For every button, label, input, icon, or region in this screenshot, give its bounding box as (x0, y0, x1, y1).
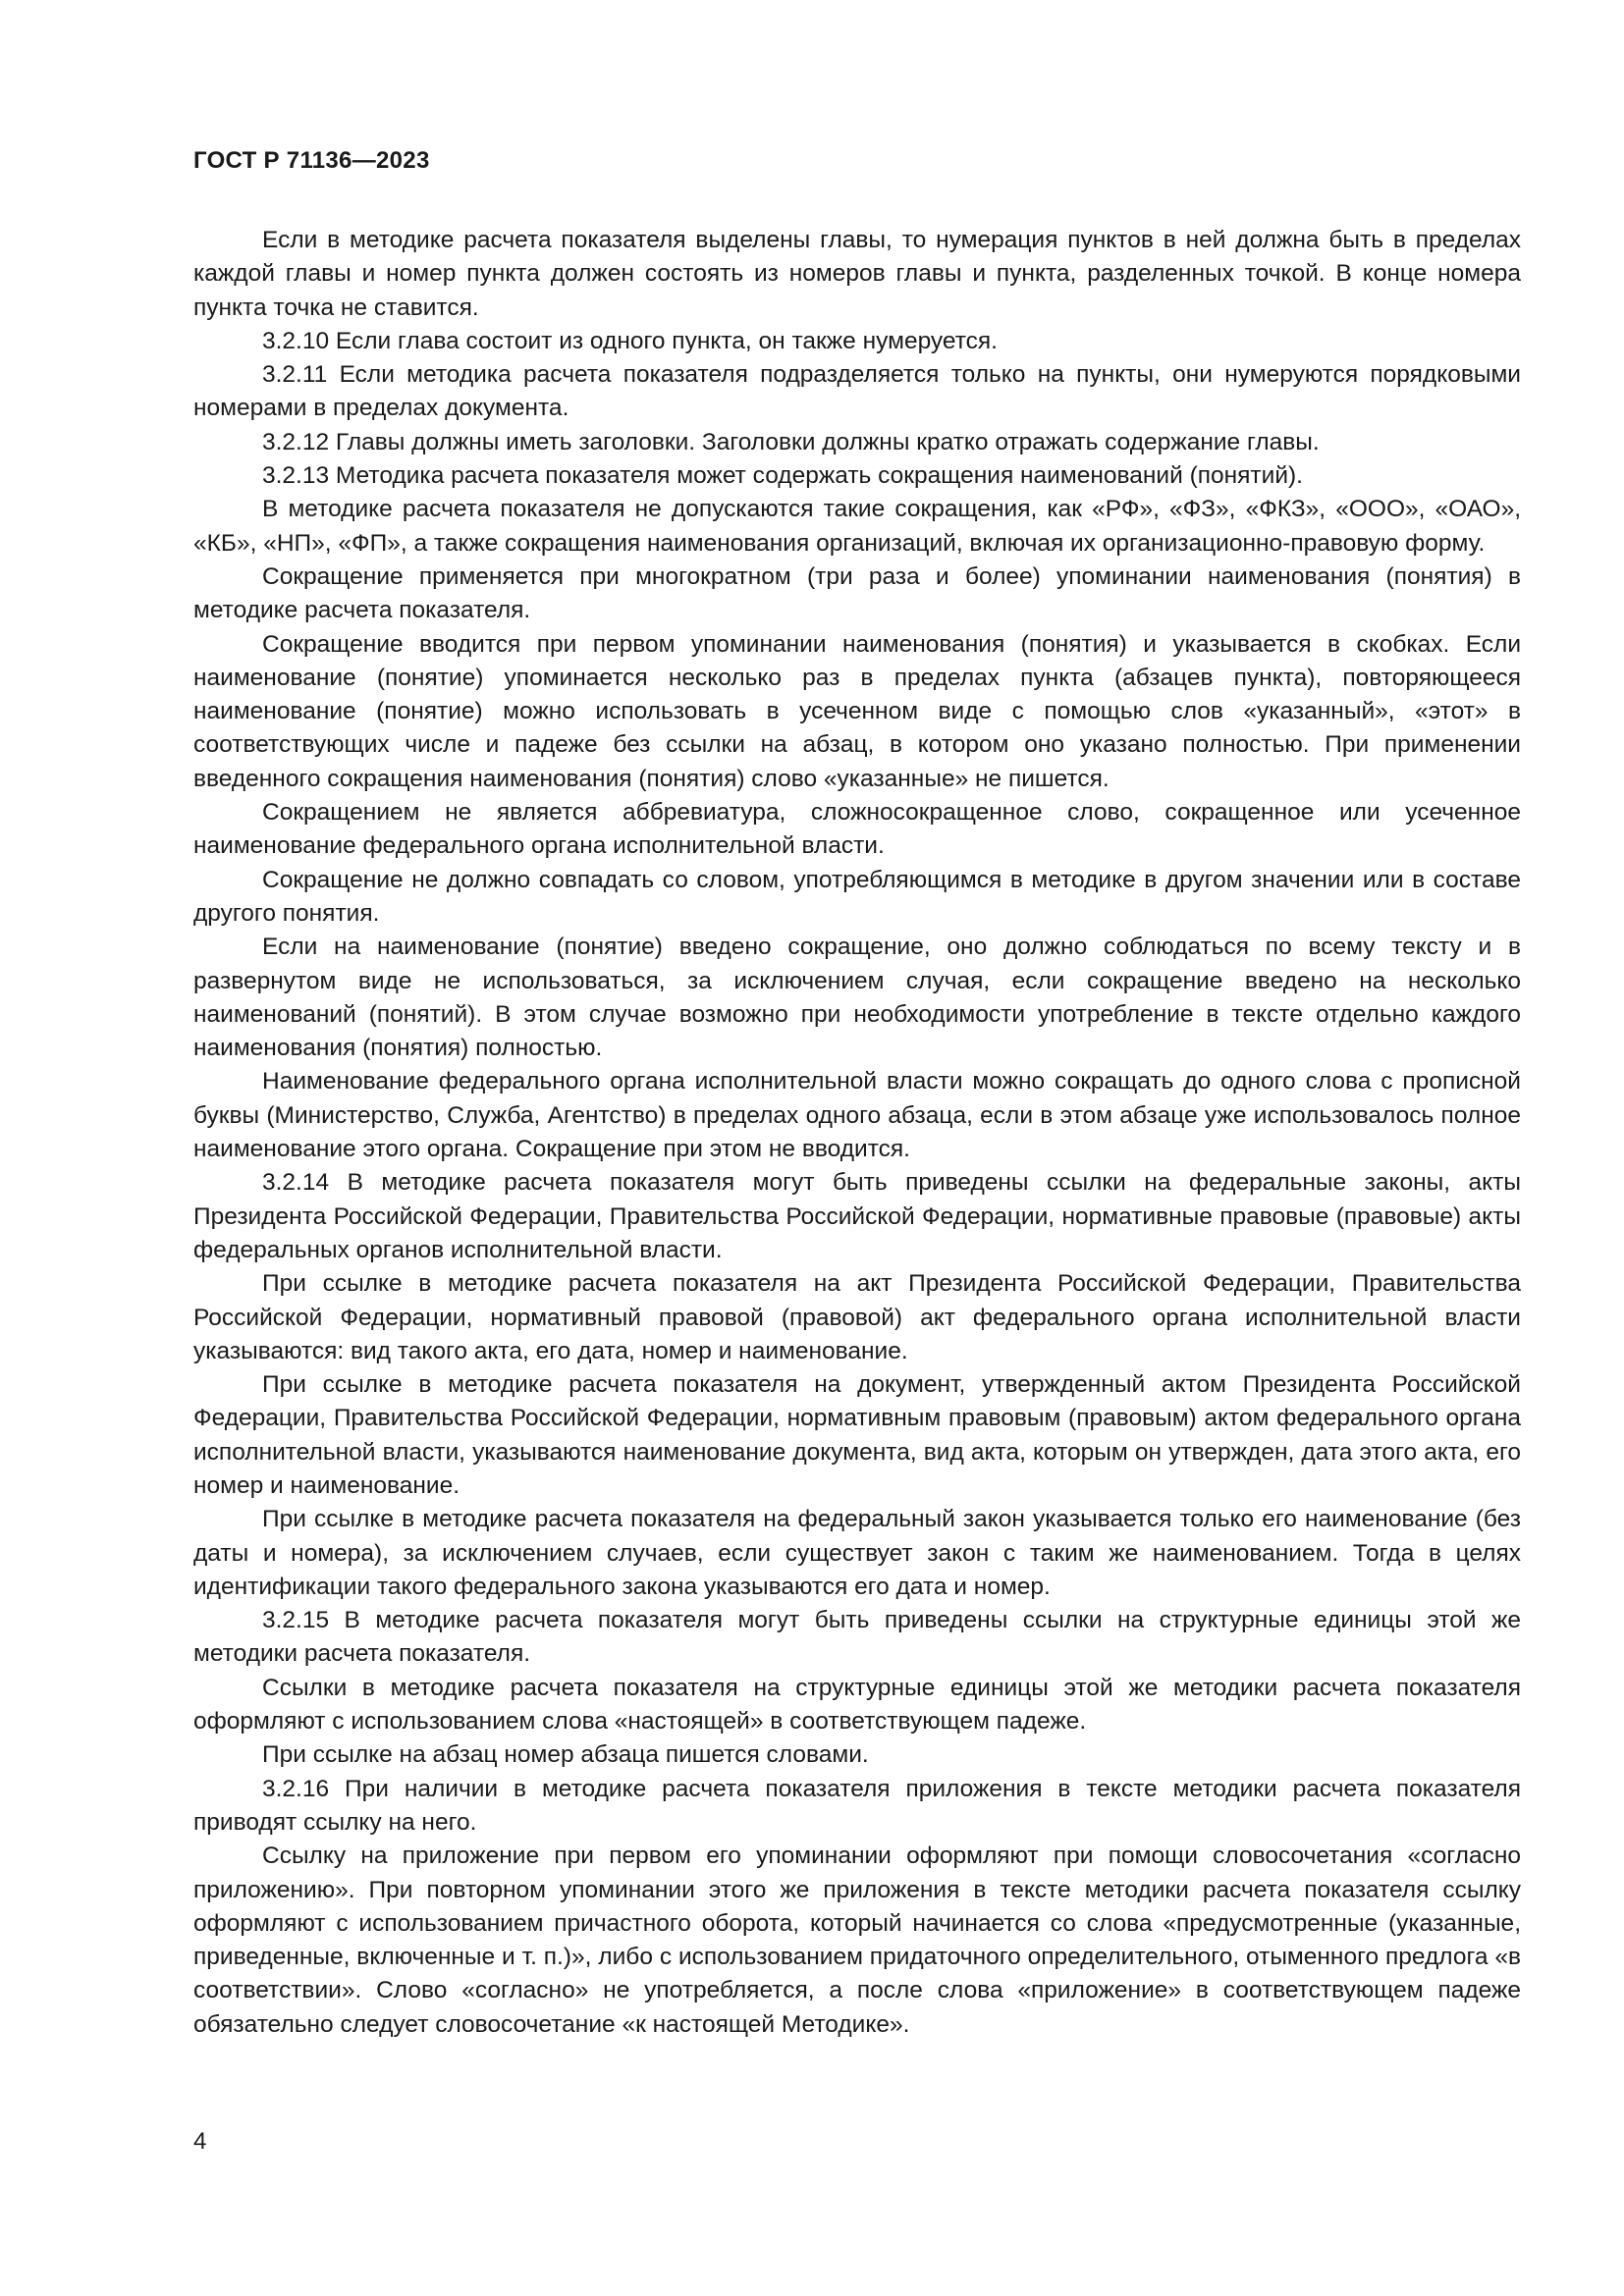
paragraph: При ссылке в методике расчета показателя на документ, утвержденный актом Президента Российской Федерации, Правительства Российской Федерации, нормативным правовым (правовым) актом федерального органа исполнительной власти, указываются наименование документа, вид акта, которым он утвержден, дата этого акта, его номер и наименование. (193, 1371, 1521, 1499)
paragraph: Сокращение применяется при многократном (три раза и более) упоминании наименования (понятия) в методике расчета показателя. (193, 562, 1521, 624)
paragraph: Ссылку на приложение при первом его упоминании оформляют при помощи словосочетания «согласно приложению». При повторном упоминании этого же приложения в тексте методики расчета показателя ссылку оформляют с использованием причастного оборота, который начинается со слова «предусмотренные (указанные, приведенные, включенные и т. п.)», либо с использованием придаточного определительного, отыменного предлога «в соответствии». Слово «согласно» не употребляется, а после слова «приложение» в соответствующем падеже обязательно следует словосочетание «к настоящей Методике». (193, 1842, 1521, 2038)
paragraph: Ссылки в методике расчета показателя на структурные единицы этой же методики расчета показателя оформляют с использованием слова «настоящей» в соответствующем падеже. (193, 1674, 1521, 1735)
paragraph: 3.2.15 В методике расчета показателя могут быть приведены ссылки на структурные единицы этой же методики расчета показателя. (193, 1607, 1521, 1668)
paragraph: При ссылке на абзац номер абзаца пишется словами. (262, 1741, 869, 1769)
paragraph: Наименование федерального органа исполнительной власти можно сокращать до одного слова с прописной буквы (Министерство, Служба, Агентство) в пределах одного абзаца, если в этом абзаце уже использовалось полное наименование этого органа. Сокращение при этом не вводится. (193, 1068, 1521, 1163)
paragraph: 3.2.11 Если методика расчета показателя подразделяется только на пункты, они нумеруются порядковыми номерами в пределах документа. (193, 361, 1521, 422)
paragraph: 3.2.12 Главы должны иметь заголовки. Заголовки должны кратко отражать содержание главы. (262, 428, 1320, 455)
paragraph: 3.2.13 Методика расчета показателя может содержать сокращения наименований (понятий). (262, 462, 1303, 490)
paragraph: В методике расчета показателя не допускаются такие сокращения, как «РФ», «ФЗ», «ФКЗ», «ООО», «ОАО», «КБ», «НП», «ФП», а также сокращения наименования организаций, включая их организационно-правовую форму. (193, 496, 1521, 557)
page-number: 4 (193, 2128, 207, 2155)
paragraph: Если в методике расчета показателя выделены главы, то нумерация пунктов в ней должна быть в пределах каждой главы и номер пункта должен состоять из номеров главы и пункта, разделенных точкой. В конце номера пункта точка не ставится. (193, 227, 1521, 321)
paragraph: Сокращением не является аббревиатура, сложносокращенное слово, сокращенное или усеченное наименование федерального органа исполнительной власти. (193, 799, 1521, 860)
paragraph: 3.2.14 В методике расчета показателя могут быть приведены ссылки на федеральные законы, акты Президента Российской Федерации, Правительства Российской Федерации, нормативные правовые (правовые) акты федеральных органов исполнительной власти. (193, 1169, 1521, 1263)
paragraph: 3.2.10 Если глава состоит из одного пункта, он также нумеруется. (262, 327, 998, 354)
paragraph: Если на наименование (понятие) введено сокращение, оно должно соблюдаться по всему тексту и в развернутом виде не использоваться, за исключением случая, если сокращение введено на несколько наименований (понятий). В этом случае возможно при необходимости употребление в тексте отдельно каждого наименования (понятия) полностью. (193, 934, 1521, 1062)
paragraph: Сокращение вводится при первом упоминании наименования (понятия) и указывается в скобках. Если наименование (понятие) упоминается несколько раз в пределах пункта (абзацев пункта), повторяющееся наименование (понятие) можно использовать в усеченном виде с помощью слов «указанный», «этот» в соответствующих числе и падеже без ссылки на абзац, в котором оно указано полностью. При применении введенного сокращения наименования (понятия) слово «указанные» не пишется. (193, 630, 1521, 792)
paragraph: При ссылке в методике расчета показателя на акт Президента Российской Федерации, Правительства Российской Федерации, нормативный правовой (правовой) акт федерального органа исполнительной власти указываются: вид такого акта, его дата, номер и наименование. (193, 1270, 1521, 1364)
paragraph: При ссылке в методике расчета показателя на федеральный закон указывается только его наименование (без даты и номера), за исключением случаев, если существует закон с таким же наименованием. Тогда в целях идентификации такого федерального закона указываются его дата и номер. (193, 1506, 1521, 1600)
paragraph: Сокращение не должно совпадать со словом, употребляющимся в методике в другом значении или в составе другого понятия. (193, 866, 1521, 927)
paragraph: 3.2.16 При наличии в методике расчета показателя приложения в тексте методики расчета показателя приводят ссылку на него. (193, 1775, 1521, 1836)
body-text (193, 224, 1521, 2042)
document-header: ГОСТ Р 71136—2023 (193, 147, 430, 174)
